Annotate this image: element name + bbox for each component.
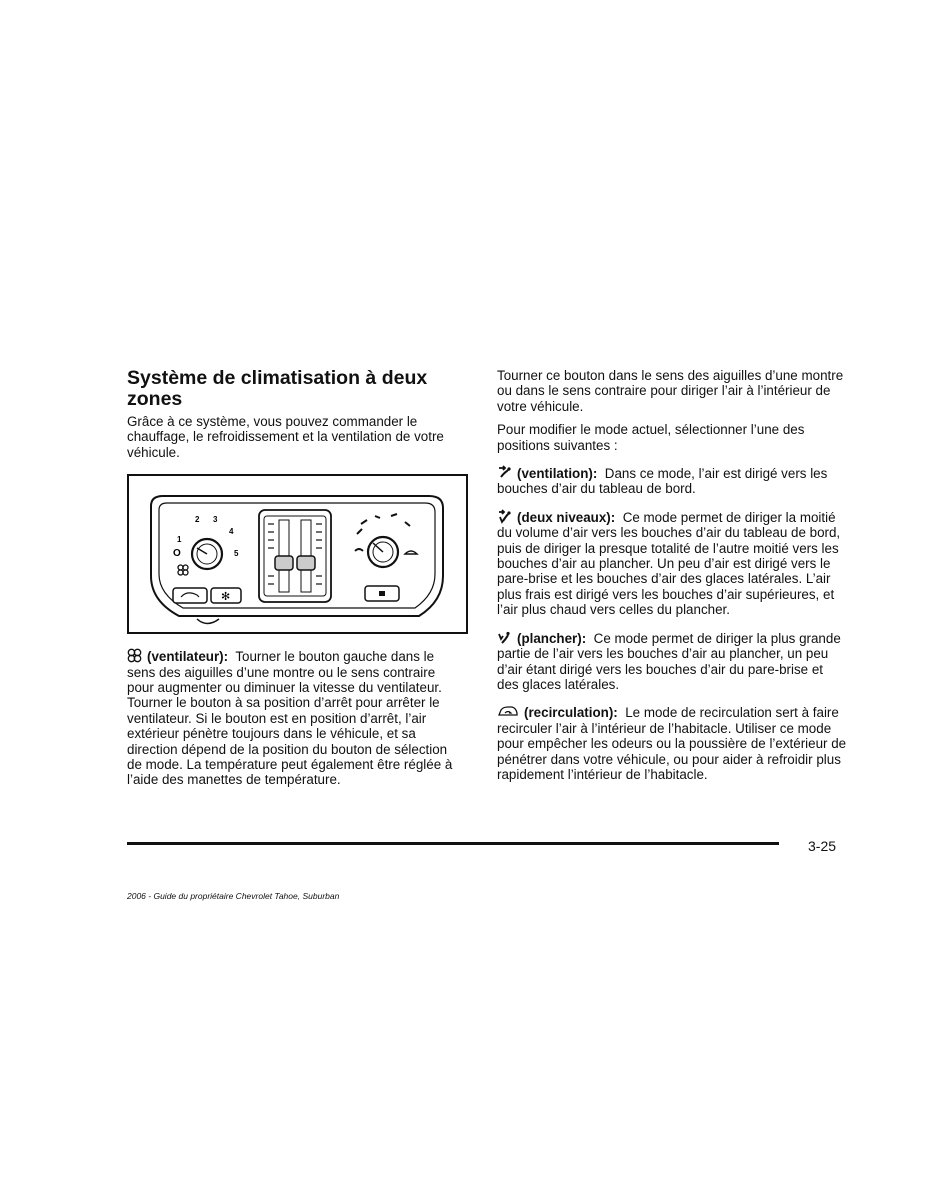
vent-mode-text: Dans ce mode, l’air est dirigé vers les bouches d’air du tableau de bord. — [497, 466, 828, 497]
climate-control-panel-figure — [127, 474, 468, 634]
rear-button[interactable] — [173, 588, 207, 603]
left-temp-slider[interactable] — [275, 556, 293, 570]
recirculation-term: (recirculation): — [524, 705, 618, 721]
fan-term: (ventilateur): — [147, 649, 229, 665]
floor-mode-text: Ce mode permet de diriger la plus grande partie de l’air vers les bouches d’air au plancher, un peu d’air étant dirigé vers les bouches d’air du pare-brise et des glaces latérales. — [497, 630, 841, 692]
bilevel-mode-icon — [497, 509, 512, 524]
left-column — [127, 368, 463, 796]
fan-text: Tourner le bouton gauche dans le sens des aiguilles d’une montre ou le sens contraire pour augmenter ou diminuer la vitesse du ventilateur. Tourner le bouton à sa position d’arrêt pour arrêter le ventilateur. Si le bouton est en position d’arrêt, l’air extérieur pénètre toujours dans le véhicule, et sa direction dépend de la position du bouton de sélection de mode. La température peut également être réglée à l’aide des manettes de température. — [127, 649, 453, 788]
fan-paragraph — [127, 648, 463, 788]
floor-mode-paragraph — [497, 630, 847, 693]
footer-text: 2006 - Guide du propriétaire Chevrolet Tahoe, Suburban — [127, 891, 340, 901]
mode-select-paragraph: Pour modifier le mode actuel, sélectionner l’une des positions suivantes : — [497, 422, 805, 453]
section-heading: Système de climatisation à deux zones — [127, 367, 428, 410]
bilevel-mode-text: Ce mode permet de diriger la moitié du volume d’air vers les bouches d’air du tableau de bord, puis de diriger la presque totalité de l’autre moitié vers les bouches d’air au plancher. Un peu d’air est dirigé vers le pare-brise et les bouches d’air des glaces latérales. L’air plus frais est dirigé vers les bouches d’air supérieures, et l’air plus chaud vers celles du plancher. — [497, 509, 841, 618]
intro-paragraph: Grâce à ce système, vous pouvez commander le chauffage, le refroidissement et la ventilation de votre véhicule. — [127, 414, 444, 460]
vent-mode-term: (ventilation): — [517, 466, 598, 482]
fan-speed-3: 3 — [213, 515, 218, 525]
fan-speed-4: 4 — [229, 527, 234, 537]
fan-speed-5: 5 — [234, 549, 239, 559]
recirculation-paragraph — [497, 704, 847, 782]
bilevel-mode-paragraph — [497, 509, 847, 618]
snowflake-icon: ✻ — [221, 590, 231, 604]
footer-rule — [127, 842, 779, 845]
right-column — [497, 368, 847, 794]
fan-speed-2: 2 — [195, 515, 200, 525]
vent-mode-icon — [497, 465, 512, 480]
bilevel-mode-term: (deux niveaux): — [517, 509, 616, 525]
mode-knob-paragraph: Tourner ce bouton dans le sens des aiguilles d’une montre ou dans le sens contraire pour diriger l’air à l’intérieur de votre véhicule. — [497, 368, 844, 414]
right-temp-slider[interactable] — [297, 556, 315, 570]
fan-icon — [127, 648, 142, 663]
floor-mode-term: (plancher): — [517, 630, 587, 646]
fan-off-label: O — [173, 548, 181, 560]
vent-mode-paragraph — [497, 465, 847, 497]
page-number: 3-25 — [808, 838, 837, 854]
panel-fan-icon — [178, 565, 188, 575]
recirculation-icon — [497, 704, 519, 719]
floor-mode-icon — [497, 630, 512, 645]
fan-speed-1: 1 — [177, 535, 182, 545]
recirculation-text: Le mode de recirculation sert à faire recirculer l’air à l’intérieur de l’habitacle. Utiliser ce mode pour empêcher les odeurs ou la poussière de l’extérieur de pénétrer dans votre véhicule, ou pour aider à refroidir plus rapidement l’intérieur de l’habitacle. — [497, 705, 847, 782]
